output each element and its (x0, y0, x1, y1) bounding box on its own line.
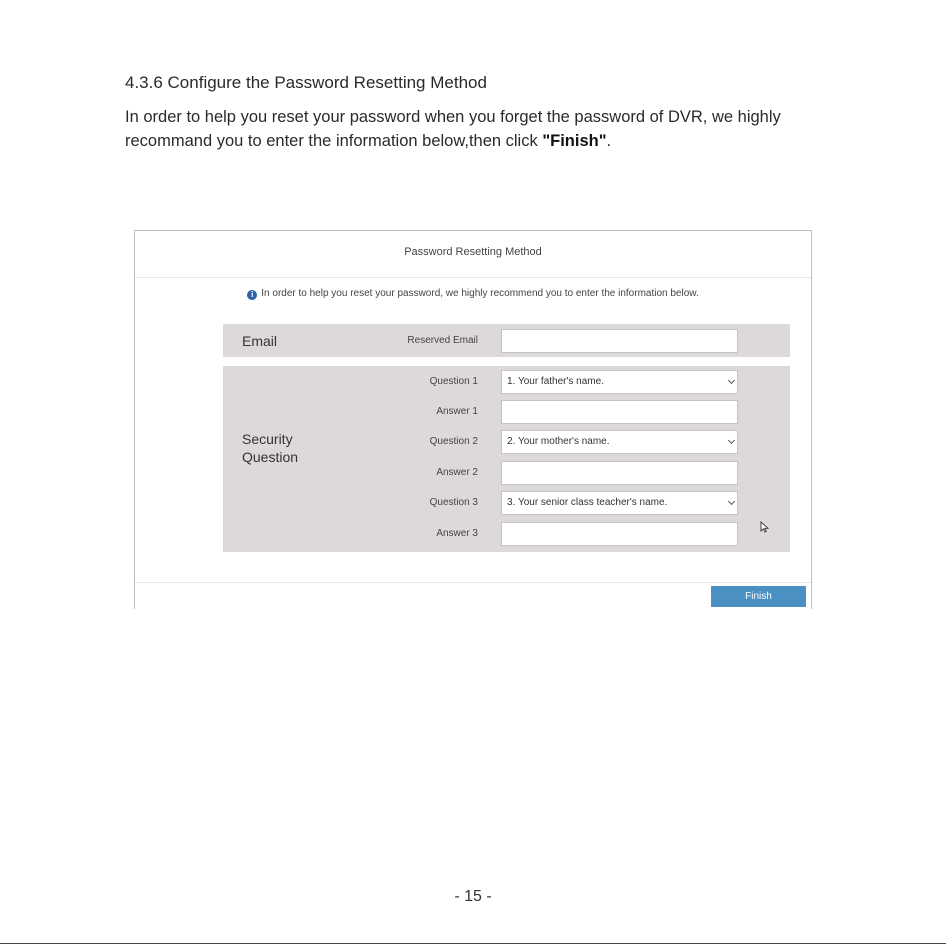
chevron-down-icon (728, 437, 735, 444)
answer1-label: Answer 1 (436, 406, 478, 417)
dialog-footer-divider (135, 582, 811, 583)
answer1-row (223, 400, 790, 424)
dialog-title: Password Resetting Method (135, 231, 811, 278)
chevron-down-icon (728, 377, 735, 384)
question1-row (223, 370, 790, 394)
chevron-down-icon (728, 498, 735, 505)
question1-label: Question 1 (429, 376, 478, 387)
intro-paragraph (125, 105, 845, 153)
question3-value: 3. Your senior class teacher's name. (507, 497, 668, 508)
question2-value: 2. Your mother's name. (507, 436, 610, 447)
question3-row (223, 491, 790, 515)
answer2-input[interactable] (501, 461, 738, 485)
info-icon: i (247, 290, 257, 300)
section-title: 4.3.6 Configure the Password Resetting Method (125, 73, 487, 92)
question2-select[interactable] (501, 430, 738, 454)
answer2-row (223, 461, 790, 485)
answer1-input[interactable] (501, 400, 738, 424)
answer2-label: Answer 2 (436, 467, 478, 478)
finish-button[interactable]: Finish (711, 586, 806, 607)
intro-period: . (606, 132, 612, 150)
info-text: In order to help you reset your password, we highly recommend you to enter the information below. (261, 288, 699, 299)
email-row (223, 329, 790, 353)
answer3-label: Answer 3 (436, 528, 478, 539)
page-bottom-rule (0, 943, 946, 944)
page-number: - 15 - (454, 888, 492, 905)
password-reset-dialog (134, 230, 812, 609)
question1-select[interactable] (501, 370, 738, 394)
email-group-label: Email (242, 333, 278, 349)
reserved-email-input[interactable] (501, 329, 738, 353)
reserved-email-label: Reserved Email (407, 335, 478, 346)
answer3-input[interactable] (501, 522, 738, 546)
question2-label: Question 2 (429, 436, 478, 447)
intro-text: In order to help you reset your password when you forget the password of DVR, we highly recommand you to enter the information below,then click (125, 108, 781, 150)
mouse-cursor-icon (760, 521, 769, 533)
intro-finish-emphasis: "Finish" (542, 132, 607, 150)
question3-select[interactable] (501, 491, 738, 515)
info-line (135, 288, 811, 300)
answer3-row (223, 522, 790, 546)
question2-row (223, 430, 790, 454)
email-panel (223, 324, 790, 357)
security-group-label: Security Question (242, 431, 299, 465)
question1-value: 1. Your father's name. (507, 376, 604, 387)
security-question-panel (223, 366, 790, 552)
question3-label: Question 3 (429, 497, 478, 508)
